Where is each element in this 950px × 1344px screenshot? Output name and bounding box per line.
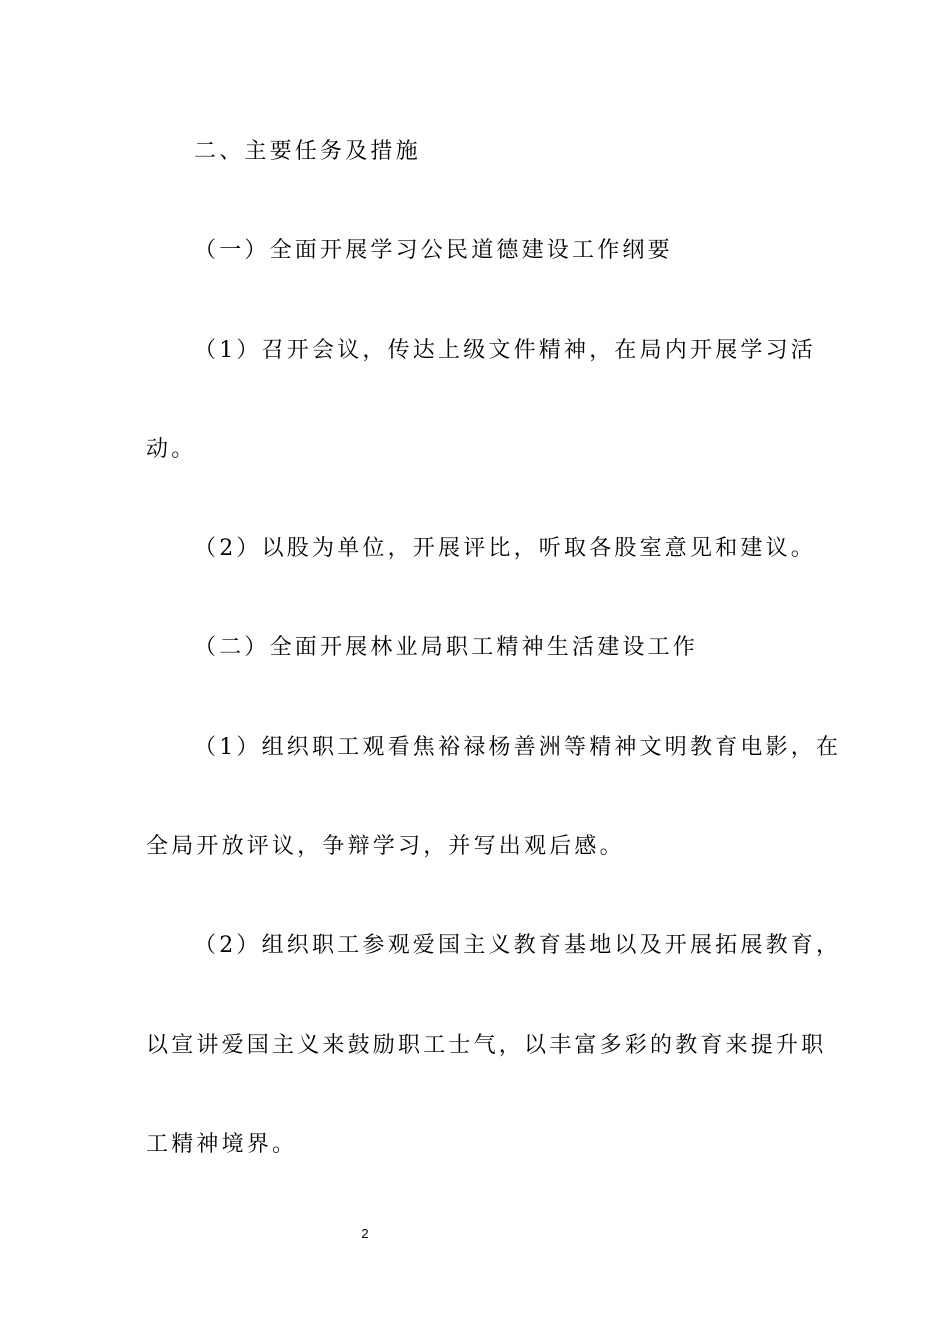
paragraph-4-line-3: 工精神境界。 bbox=[146, 1132, 298, 1157]
paragraph-3-line-1: （1）组织职工观看焦裕禄杨善洲等精神文明教育电影，在 bbox=[194, 735, 842, 760]
paragraph-1-line-2: 动。 bbox=[146, 437, 197, 462]
subsection-heading-2: （二）全面开展林业局职工精神生活建设工作 bbox=[194, 635, 699, 660]
paragraph-2: （2）以股为单位，开展评比，听取各股室意见和建议。 bbox=[194, 536, 816, 561]
paragraph-4-line-1: （2）组织职工参观爱国主义教育基地以及开展拓展教育， bbox=[194, 933, 842, 958]
paragraph-1-line-1: （1）召开会议，传达上级文件精神，在局内开展学习活 bbox=[194, 338, 816, 363]
subsection-heading-1: （一）全面开展学习公民道德建设工作纲要 bbox=[194, 238, 673, 263]
page-number: 2 bbox=[361, 1226, 369, 1241]
paragraph-4-line-2: 以宣讲爱国主义来鼓励职工士气，以丰富多彩的教育来提升职 bbox=[146, 1033, 827, 1058]
paragraph-3-line-2: 全局开放评议，争辩学习，并写出观后感。 bbox=[146, 834, 625, 859]
section-heading: 二、主要任务及措施 bbox=[194, 139, 421, 164]
